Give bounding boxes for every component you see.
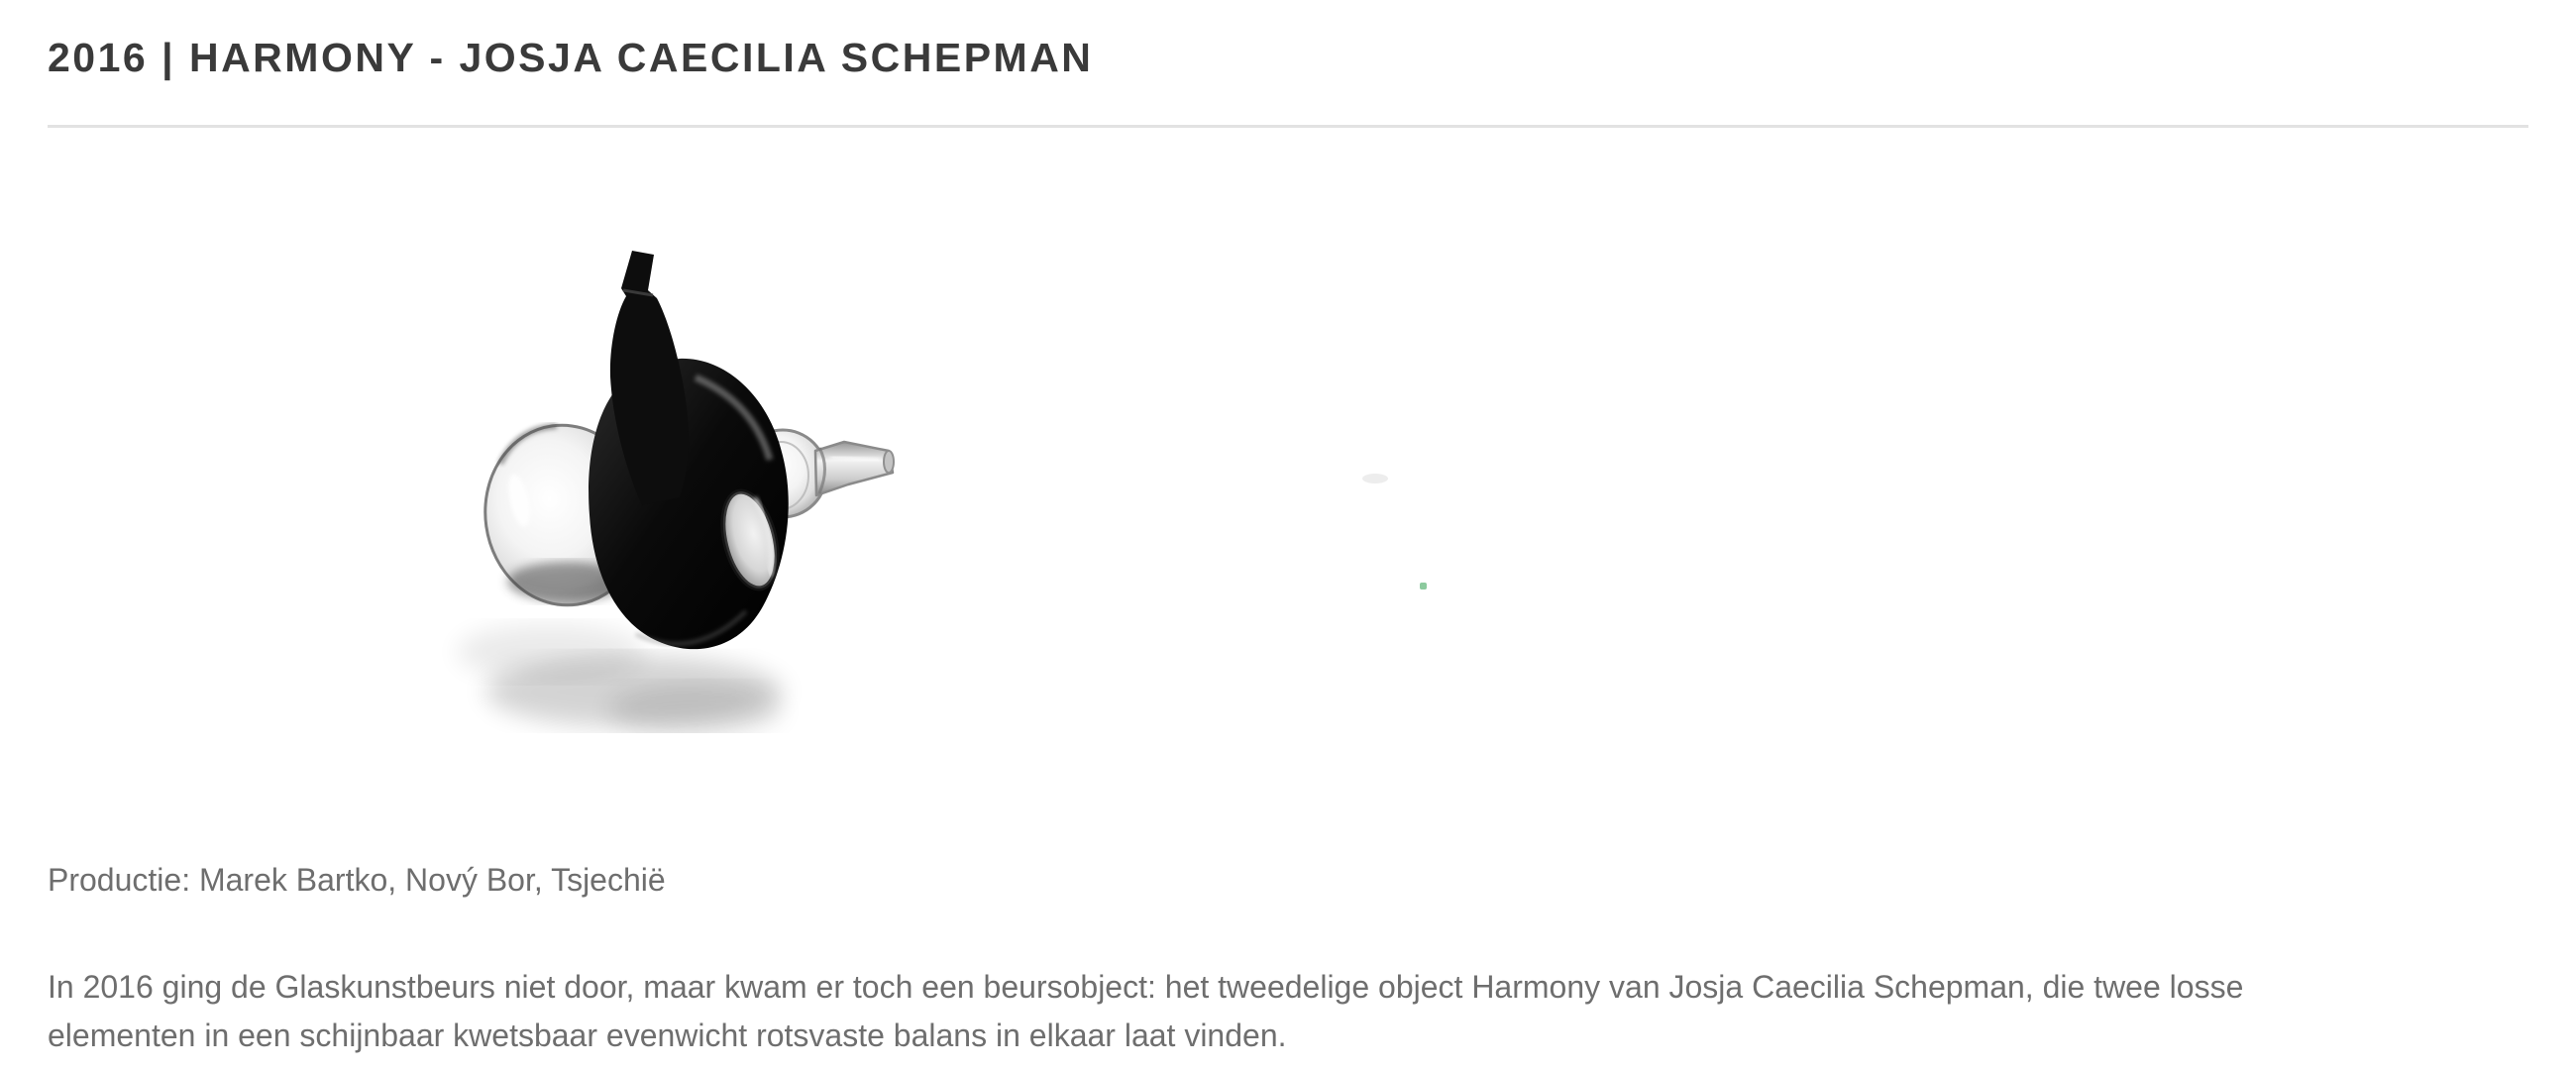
description-paragraph	[48, 963, 2528, 1060]
artwork-image	[436, 238, 912, 733]
artifact-smudge	[1362, 474, 1388, 483]
description-line-2: elementen in een schijnbaar kwetsbaar evenwicht rotsvaste balans in elkaar laat vinden.	[48, 1018, 1287, 1053]
production-credit-text: Productie: Marek Bartko, Nový Bor, Tsjechië	[48, 862, 666, 898]
artifact-green-speck	[1420, 583, 1427, 590]
artwork-figure	[48, 128, 2528, 836]
description-line-1: In 2016 ging de Glaskunstbeurs niet door, maar kwam er toch een beursobject: het tweedelige object Harmony van Josja Caecilia Schepman, die twee losse	[48, 969, 2244, 1005]
page-title: 2016 | HARMONY - JOSJA CAECILIA SCHEPMAN	[48, 35, 1094, 80]
artwork-shadow	[457, 624, 783, 733]
